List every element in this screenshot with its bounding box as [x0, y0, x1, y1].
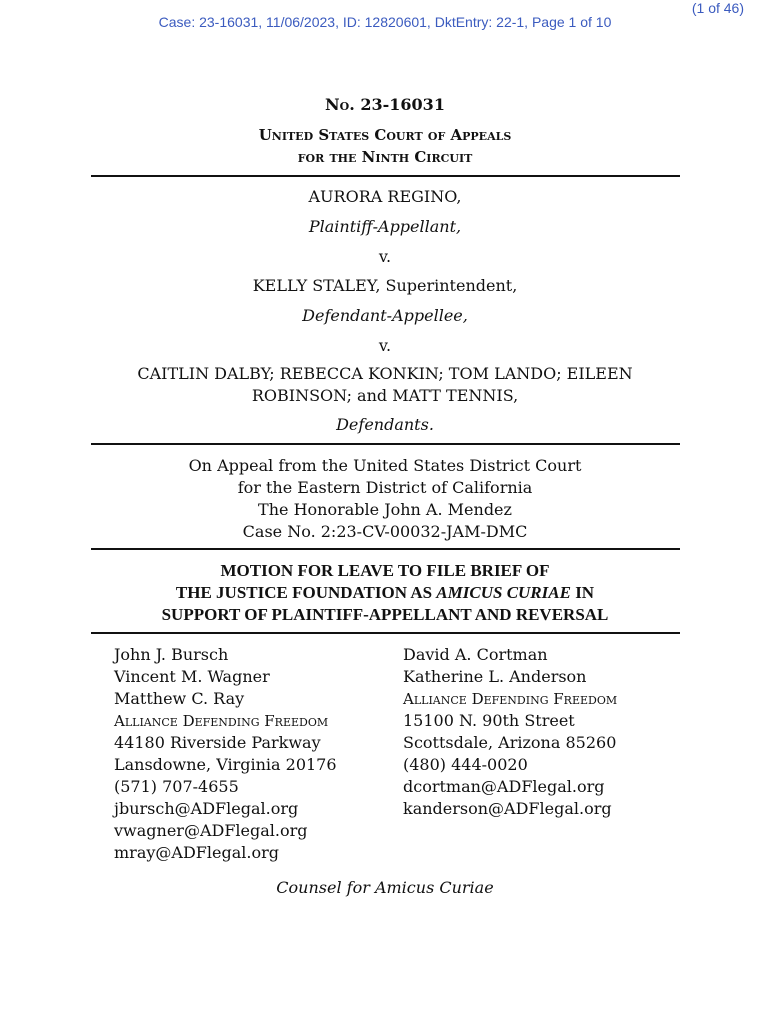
motion-title-line3: SUPPORT OF PLAINTIFF-APPELLANT AND REVERSAL — [161, 605, 609, 624]
divider — [91, 548, 680, 550]
motion-title-line2 — [0, 582, 770, 604]
party-appellant-role: Plaintiff-Appellant, — [308, 217, 462, 236]
counsel-name: John J. Bursch — [114, 645, 229, 664]
party-appellee-role: Defendant-Appellee, — [302, 306, 468, 325]
counsel-email: jbursch@ADFlegal.org — [114, 799, 299, 818]
appeal-line1: On Appeal from the United States District Court — [188, 456, 582, 475]
divider — [91, 632, 680, 634]
defendants-line2: ROBINSON; and MATT TENNIS, — [251, 386, 519, 405]
docket-stamp: Case: 23-16031, 11/06/2023, ID: 12820601, DktEntry: 22-1, Page 1 of 10 — [158, 14, 612, 30]
counsel-address: 44180 Riverside Parkway — [114, 733, 321, 752]
counsel-name: Matthew C. Ray — [114, 689, 245, 708]
counsel-name: Vincent M. Wagner — [114, 667, 270, 686]
counsel-email: vwagner@ADFlegal.org — [114, 821, 308, 840]
counsel-firm: Alliance Defending Freedom — [403, 690, 618, 708]
party-appellant: AURORA REGINO, — [308, 187, 462, 206]
versus-2: v. — [378, 336, 392, 355]
divider — [91, 175, 680, 177]
page-count: (1 of 46) — [691, 0, 744, 16]
defendants-role: Defendants. — [336, 415, 434, 434]
counsel-footer: Counsel for Amicus Curiae — [276, 878, 494, 897]
motion-title-line2-post: IN — [570, 583, 595, 602]
case-number: No. 23-16031 — [325, 95, 445, 114]
defendants-line1: CAITLIN DALBY; REBECCA KONKIN; TOM LANDO; EILEEN — [137, 364, 633, 383]
party-appellee: KELLY STALEY, Superintendent, — [252, 276, 518, 295]
counsel-name: Katherine L. Anderson — [403, 667, 587, 686]
counsel-left-block — [114, 644, 337, 864]
court-name-line1: United States Court of Appeals — [258, 126, 512, 144]
counsel-city: Lansdowne, Virginia 20176 — [114, 755, 337, 774]
appeal-line2: for the Eastern District of California — [237, 478, 533, 497]
versus-1: v. — [378, 247, 392, 266]
divider — [91, 443, 680, 445]
counsel-firm: Alliance Defending Freedom — [114, 712, 329, 730]
motion-title-line2-pre: THE JUSTICE FOUNDATION AS — [175, 583, 437, 602]
counsel-email: dcortman@ADFlegal.org — [403, 777, 605, 796]
appeal-line3: The Honorable John A. Mendez — [258, 500, 512, 519]
counsel-right-block — [403, 644, 617, 820]
counsel-phone: (571) 707-4655 — [114, 777, 239, 796]
counsel-name: David A. Cortman — [403, 645, 548, 664]
court-name-line2: for the Ninth Circuit — [297, 148, 473, 166]
counsel-city: Scottsdale, Arizona 85260 — [403, 733, 617, 752]
counsel-email: kanderson@ADFlegal.org — [403, 799, 612, 818]
motion-title-line1: MOTION FOR LEAVE TO FILE BRIEF OF — [220, 561, 550, 580]
counsel-email: mray@ADFlegal.org — [114, 843, 279, 862]
appeal-line4: Case No. 2:23-CV-00032-JAM-DMC — [242, 522, 528, 541]
counsel-phone: (480) 444-0020 — [403, 755, 528, 774]
motion-title-line2-italic: AMICUS CURIAE — [436, 583, 571, 602]
counsel-address: 15100 N. 90th Street — [403, 711, 575, 730]
